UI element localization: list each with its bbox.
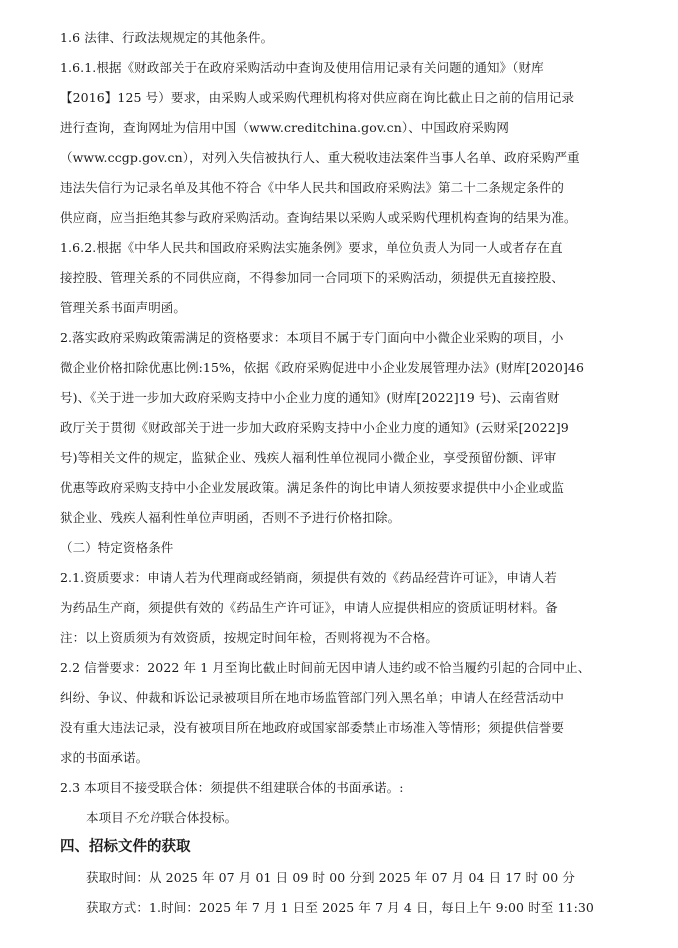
- clause-1-6-1-line-3: 进行查询，查询网址为信用中国（www.creditchina.gov.cn）、中国政府采购网: [60, 120, 509, 135]
- clause-2-1-line-1: 2.1.资质要求：申请人若为代理商或经销商，须提供有效的《药品经营许可证》，申请人若: [60, 570, 557, 585]
- acquisition-time: 获取时间：从 2025 年 07 月 01 日 09 时 00 分到 2025 年 07 月 04 日 17 时 00 分: [86, 870, 575, 885]
- clause-2-line-1: 2.落实政府采购政策需满足的资格要求：本项目不属于专门面向中小微企业采购的项目，小: [60, 330, 564, 345]
- clause-2-line-2: 微企业价格扣除优惠比例:15%，依据《政府采购促进中小企业发展管理办法》(财库[2020]46: [60, 360, 585, 375]
- clause-1-6-1-line-5: 违法失信行为记录名单及其他不符合《中华人民共和国政府采购法》第二十二条规定条件的: [60, 180, 565, 195]
- clause-2-line-7: 狱企业、残疾人福利性单位声明函，否则不予进行价格扣除。: [60, 510, 401, 525]
- clause-2-2-line-4: 求的书面承诺。: [60, 750, 149, 765]
- clause-1-6-2-line-1: 1.6.2.根据《中华人民共和国政府采购法实施条例》要求，单位负责人为同一人或者存在直: [60, 240, 563, 255]
- consortium-suffix: 联合体投标。: [161, 810, 238, 825]
- subheading-specific-qualifications: （二）特定资格条件: [60, 540, 174, 555]
- clause-2-line-6: 优惠等政府采购支持中小企业发展政策。满足条件的询比申请人须按要求提供中小企业或监: [60, 480, 565, 495]
- clause-2-line-4: 政厅关于贯彻《财政部关于进一步加大政府采购支持中小企业力度的通知》(云财采[2022]9: [60, 420, 569, 435]
- clause-1-6-1-line-6: 供应商，应当拒绝其参与政府采购活动。查询结果以采购人或采购代理机构查询的结果为准。: [60, 210, 577, 225]
- clause-1-6-1-line-4: （www.ccgp.gov.cn），对列入失信被执行人、重大税收违法案件当事人名单、政府采购严重: [60, 150, 580, 165]
- clause-2-line-5: 号)等相关文件的规定，监狱企业、残疾人福利性单位视同小微企业，享受预留份额、评审: [60, 450, 557, 465]
- clause-1-6: 1.6 法律、行政法规规定的其他条件。: [60, 30, 274, 45]
- consortium-prefix: 本项目: [86, 810, 124, 825]
- clause-2-2-line-3: 没有重大违法记录，没有被项目所在地政府或国家部委禁止市场准入等情形；须提供信誉要: [60, 720, 565, 735]
- clause-1-6-1-line-1: 1.6.1.根据《财政部关于在政府采购活动中查询及使用信用记录有关问题的通知》（财库: [60, 60, 544, 75]
- clause-2-2-line-2: 纠纷、争议、仲裁和诉讼记录被项目所在地市场监管部门列入黑名单；申请人在经营活动中: [60, 690, 565, 705]
- section-heading-acquisition: 四、招标文件的获取: [60, 839, 191, 855]
- clause-2-line-3: 号)、《关于进一步加大政府采购支持中小企业力度的通知》(财库[2022]19 号)、云南省财: [60, 390, 560, 405]
- consortium-statement: [86, 810, 237, 826]
- clause-1-6-2-line-2: 接控股、管理关系的不同供应商，不得参加同一合同项下的采购活动，须提供无直接控股、: [60, 270, 565, 285]
- clause-2-3: 2.3 本项目不接受联合体：须提供不组建联合体的书面承诺。:: [60, 780, 404, 795]
- clause-2-1-line-3: 注：以上资质须为有效资质，按规定时间年检，否则将视为不合格。: [60, 630, 439, 645]
- clause-1-6-2-line-3: 管理关系书面声明函。: [60, 300, 187, 315]
- clause-1-6-1-line-2: 【2016】125 号）要求，由采购人或采购代理机构将对供应商在询比截止日之前的信用记录: [60, 90, 575, 105]
- consortium-emphasis: 不允许: [123, 810, 162, 825]
- clause-2-1-line-2: 为药品生产商，须提供有效的《药品生产许可证》，申请人应提供相应的资质证明材料。备: [60, 600, 558, 615]
- clause-2-2-line-1: 2.2 信誉要求：2022 年 1 月至询比截止时间前无因申请人违约或不恰当履约引起的合同中止、: [60, 660, 591, 675]
- acquisition-method: 获取方式：1.时间：2025 年 7 月 1 日至 2025 年 7 月 4 日，每日上午 9:00 时至 11:30: [86, 900, 594, 915]
